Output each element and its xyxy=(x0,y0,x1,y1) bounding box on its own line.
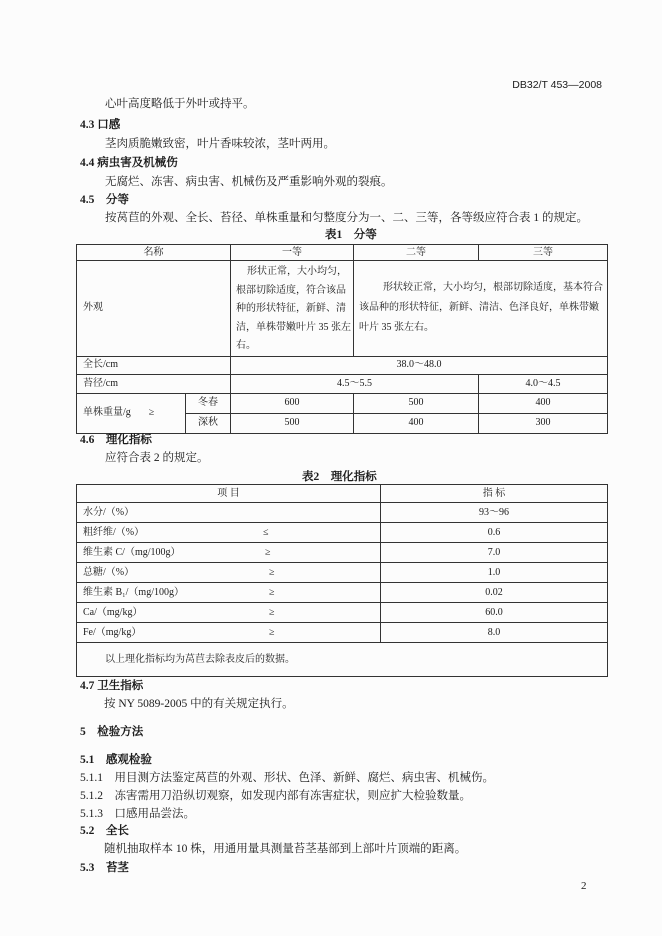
item-value: 0.6 xyxy=(381,523,608,543)
appearance-grade-2-3-line: 该品种的形状特征，新鲜、清洁、色泽良好，单株带嫩 xyxy=(359,302,599,314)
page-number: 2 xyxy=(581,880,587,892)
table-row xyxy=(77,603,608,623)
table-row xyxy=(77,523,608,543)
item-cell xyxy=(77,603,381,623)
table-row xyxy=(77,583,608,603)
appearance-grade-1-line: 形状正常，大小均匀， xyxy=(247,266,347,277)
document-number: DB32/T 453—2008 xyxy=(512,79,602,91)
header-item: 项 目 xyxy=(77,485,381,503)
header-value: 指 标 xyxy=(381,485,608,503)
item-symbol: ≥ xyxy=(269,607,275,618)
section-5-3-heading: 5.3 苔茎 xyxy=(80,862,129,874)
item-value: 7.0 xyxy=(381,543,608,563)
item-label: 粗纤维/（%） xyxy=(83,526,145,538)
item-symbol: ≥ xyxy=(269,567,275,578)
section-4-3-text: 茎肉质脆嫩致密，叶片香味较浓，茎叶两用。 xyxy=(105,138,335,150)
section-4-4-heading: 4.4 病虫害及机械伤 xyxy=(80,157,178,169)
section-4-7-heading: 4.7 卫生指标 xyxy=(80,680,144,692)
weight-row-winter-spring xyxy=(77,393,608,413)
section-4-3-heading: 4.3 口感 xyxy=(80,119,121,131)
season-label: 深秋 xyxy=(186,413,231,433)
weight-value: 500 xyxy=(354,393,479,413)
section-5-1-1-text: 5.1.1 用目测方法鉴定莴苣的外观、形状、色泽、新鲜、腐烂、病虫害、机械伤。 xyxy=(80,772,494,784)
weight-value: 600 xyxy=(231,393,354,413)
header-name: 名称 xyxy=(77,245,231,261)
weight-value: 500 xyxy=(231,413,354,433)
appearance-grade-1 xyxy=(231,261,354,357)
section-4-6-heading: 4.6 理化指标 xyxy=(80,434,152,446)
table-row xyxy=(77,543,608,563)
header-grade-3: 三等 xyxy=(479,245,608,261)
section-5-2-heading: 5.2 全长 xyxy=(80,825,129,837)
section-4-2-continuation: 心叶高度略低于外叶或持平。 xyxy=(105,98,255,110)
table-row xyxy=(77,623,608,643)
grading-table-header-row xyxy=(77,245,608,261)
table-row xyxy=(77,563,608,583)
item-value: 60.0 xyxy=(381,603,608,623)
weight-value: 300 xyxy=(479,413,608,433)
section-4-6-text: 应符合表 2 的规定。 xyxy=(105,452,209,464)
appearance-grade-2-3-line: 叶片 35 张左右。 xyxy=(359,322,434,334)
item-cell xyxy=(77,563,381,583)
diameter-grade-3: 4.0～4.5 xyxy=(479,374,608,393)
length-label: 全长/cm xyxy=(77,356,231,374)
item-value: 8.0 xyxy=(381,623,608,643)
appearance-row xyxy=(77,261,608,357)
appearance-grade-1-line: 种的形状特征，新鲜、清 xyxy=(236,303,346,314)
section-5-heading: 5 检验方法 xyxy=(80,726,144,738)
item-cell xyxy=(77,523,381,543)
length-row xyxy=(77,356,608,374)
section-5-1-3-text: 5.1.3 口感用品尝法。 xyxy=(80,808,195,820)
item-cell xyxy=(77,503,381,523)
item-label: 维生素 B₁/（mg/100g） xyxy=(83,586,184,598)
header-grade-2: 二等 xyxy=(354,245,479,261)
item-value: 93～96 xyxy=(381,503,608,523)
appearance-grade-2-3-line: 形状较正常，大小均匀，根部切除适度，基本符合 xyxy=(383,282,603,294)
item-symbol: ≥ xyxy=(265,547,271,558)
item-cell xyxy=(77,583,381,603)
appearance-grade-1-line: 根部切除适度，符合该品 xyxy=(236,284,346,296)
item-symbol: ≥ xyxy=(269,587,275,598)
table-1-caption: 表1 分等 xyxy=(325,229,377,241)
diameter-grade-1-2: 4.5～5.5 xyxy=(231,374,479,393)
weight-label: 单株重量/g xyxy=(83,407,131,418)
item-value: 1.0 xyxy=(381,563,608,583)
header-grade-1: 一等 xyxy=(231,245,354,261)
table-note: 以上理化指标均为莴苣去除表皮后的数据。 xyxy=(77,643,608,677)
section-5-1-2-text: 5.1.2 冻害需用刀沿纵切观察，如发现内部有冻害症状，则应扩大检验数量。 xyxy=(80,790,471,802)
weight-symbol: ≥ xyxy=(148,407,155,418)
length-value: 38.0～48.0 xyxy=(231,356,608,374)
item-cell xyxy=(77,543,381,563)
appearance-label: 外观 xyxy=(77,261,231,357)
table-2-caption: 表2 理化指标 xyxy=(302,471,377,483)
item-label: 水分/（%） xyxy=(83,506,135,518)
weight-label-cell xyxy=(77,393,186,433)
item-symbol: ≤ xyxy=(263,527,269,538)
grading-table xyxy=(76,244,608,434)
physicochemical-header-row xyxy=(77,485,608,503)
table-note-row xyxy=(77,643,608,677)
section-4-7-text: 按 NY 5089-2005 中的有关规定执行。 xyxy=(104,698,294,710)
section-5-2-text: 随机抽取样本 10 株，用通用量具测量苔茎基部到上部叶片顶端的距离。 xyxy=(104,843,467,855)
section-5-1-heading: 5.1 感观检验 xyxy=(80,754,152,766)
item-label: 总糖/（%） xyxy=(83,566,135,578)
diameter-row xyxy=(77,374,608,393)
section-4-5-text: 按莴苣的外观、全长、苔径、单株重量和匀整度分为一、二、三等，各等级应符合表 1 的规定。 xyxy=(105,212,588,224)
table-row xyxy=(77,503,608,523)
physicochemical-table xyxy=(76,484,608,677)
item-cell xyxy=(77,623,381,643)
diameter-label: 苔径/cm xyxy=(77,374,231,393)
weight-value: 400 xyxy=(479,393,608,413)
item-label: Fe/（mg/kg） xyxy=(83,626,142,638)
item-label: 维生素 C/（mg/100g） xyxy=(83,546,181,558)
weight-value: 400 xyxy=(354,413,479,433)
section-4-4-text: 无腐烂、冻害、病虫害、机械伤及严重影响外观的裂痕。 xyxy=(105,176,393,188)
appearance-grade-1-line: 右。 xyxy=(236,340,256,351)
appearance-grade-2-3 xyxy=(354,261,608,357)
item-symbol: ≥ xyxy=(269,627,275,638)
appearance-grade-1-line: 洁，单株带嫩叶片 35 张左 xyxy=(236,321,351,333)
item-label: Ca/（mg/kg） xyxy=(83,606,143,618)
item-value: 0.02 xyxy=(381,583,608,603)
section-4-5-heading: 4.5 分等 xyxy=(80,194,129,206)
season-label: 冬春 xyxy=(186,393,231,413)
